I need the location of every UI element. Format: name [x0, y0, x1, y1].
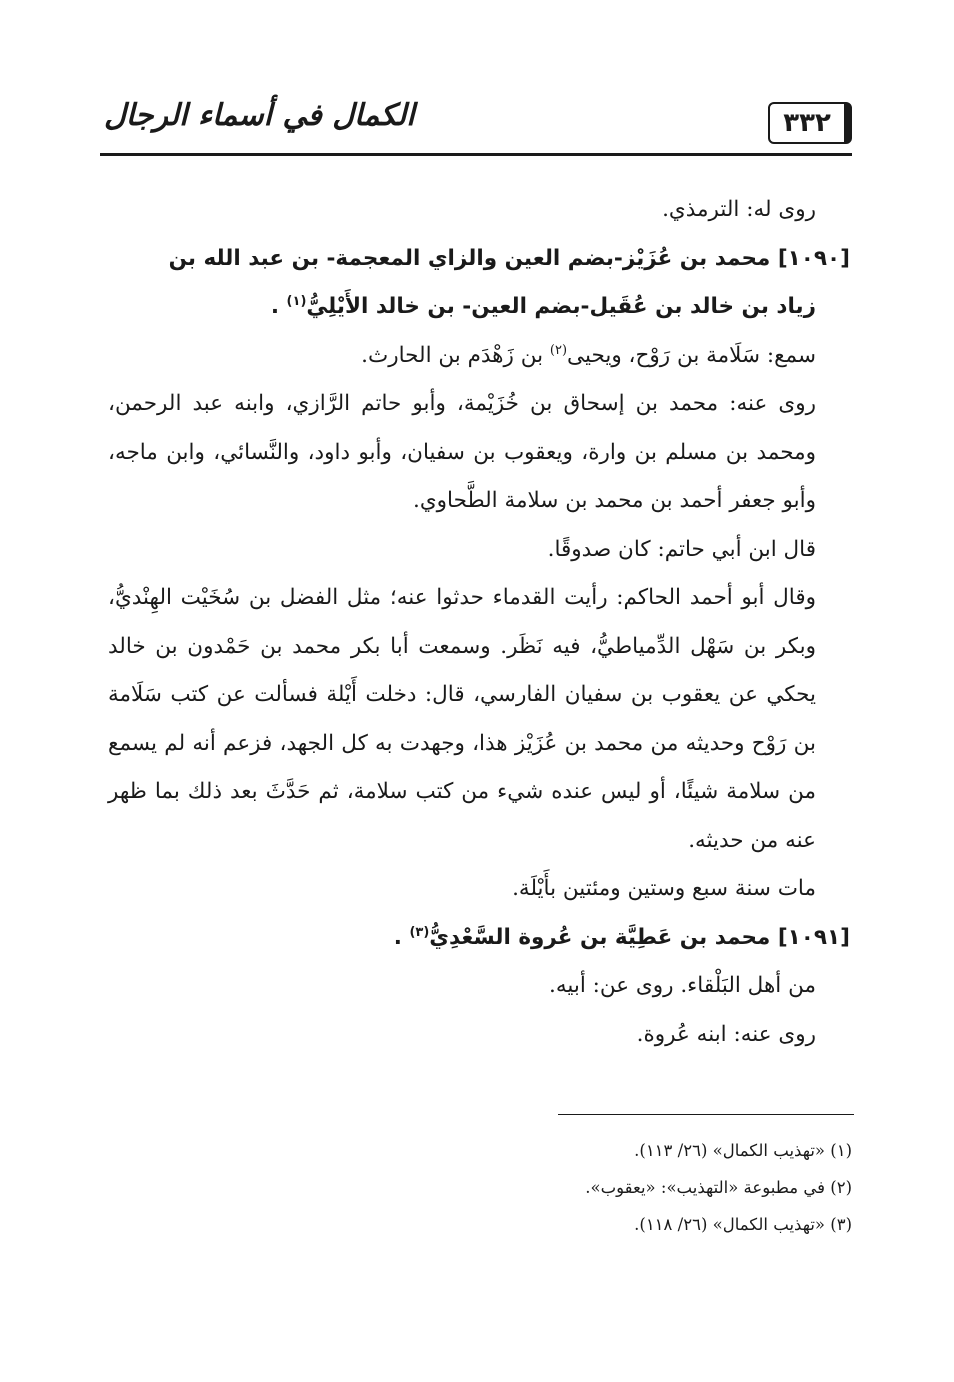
page-number: ٣٣٢	[768, 102, 852, 144]
footnote-separator	[558, 1114, 854, 1115]
entry-1090-heading-line2: زياد بن خالد بن عُقَيل-بضم العين- بن خالد الأَيْلِيُّ$^{(١)}$ .	[270, 293, 816, 319]
from-balqa-paragraph: من أهل البَلْقاء. روى عن: أبيه.	[549, 973, 816, 998]
entry-1091-heading: [١٠٩١] محمد بن عَطِيَّة بن عُروة السَّعْدِيُّ$^{(٣)}$ .	[393, 924, 850, 950]
narrated-from-him-paragraph: روى عنه: محمد بن إسحاق بن خُزَيْمة، وأبو حاتم الرَّازي، وابنه عبد الرحمن، ومحمد بن مسلم بن وارة، ويعقوب بن سفيان، وأبو داود، والنَّسائي، وابن ماجه، وأبو جعفر أحمد بن محمد بن سلامة الطَّحاوي.	[108, 391, 816, 513]
heard-from-paragraph: سمع: سَلَامة بن رَوْح، ويحيى$^{(٢)}$ بن زَهْدَم بن الحارث.	[361, 342, 816, 368]
footnote-2: (٢) في مطبوعة «التهذيب»: «يعقوب».	[585, 1178, 852, 1197]
running-header	[100, 96, 852, 156]
footnote-ref-3[interactable]: (٣)	[409, 924, 430, 940]
footnote-ref-1[interactable]: (١)	[286, 293, 307, 309]
footnotes	[450, 1132, 852, 1243]
ibn-abi-hatim-paragraph: قال ابن أبي حاتم: كان صدوقًا.	[547, 536, 816, 562]
footnote-3: (٣) «تهذيب الكمال» (٢٦/ ١١٨).	[634, 1215, 852, 1234]
header-rule	[100, 153, 852, 156]
narrated-by-line: روى له: الترمذي.	[662, 197, 816, 222]
entry-1090-heading-line1: [١٠٩٠] محمد بن عُزَيْز-بضم العين والزاي المعجمة- بن عبد الله بن	[168, 245, 850, 271]
narrated-by-son-paragraph: روى عنه: ابنه عُروة.	[636, 1021, 816, 1047]
abu-ahmad-hakim-paragraph: وقال أبو أحمد الحاكم: رأيت القدماء حدثوا عنه؛ مثل الفضل بن سُخَيْت الهِنْديُّ، وبكر بن سَهْل الدِّمياطيُّ، فيه نَظَر. وسمعت أبا بكر محمد بن حَمْدون بن خالد يحكي عن يعقوب بن سفيان الفارسي، قال: دخلت أَيْلة فسألت عن كتب سَلَامة بن رَوْح وحديثه من محمد بن عُزَيْز هذا، وجهدت به كل الجهد، فزعم أنه لم يسمع من سلامة شيئًا، أو ليس عنده شيء من كتب سلامة، ثم حَدَّثَ بعد ذلك بما ظهر عنه من حديثه.	[108, 585, 816, 853]
book-title: الكمال في أسماء الرجال	[104, 98, 415, 133]
footnote-ref-2[interactable]: (٢)	[549, 342, 568, 358]
entry-1090-heading	[108, 235, 850, 332]
death-paragraph: مات سنة سبع وستين ومئتين بأَيْلَة.	[512, 876, 816, 901]
main-text	[108, 186, 850, 1059]
footnote-1: (١) «تهذيب الكمال» (٢٦/ ١١٣).	[634, 1141, 852, 1160]
